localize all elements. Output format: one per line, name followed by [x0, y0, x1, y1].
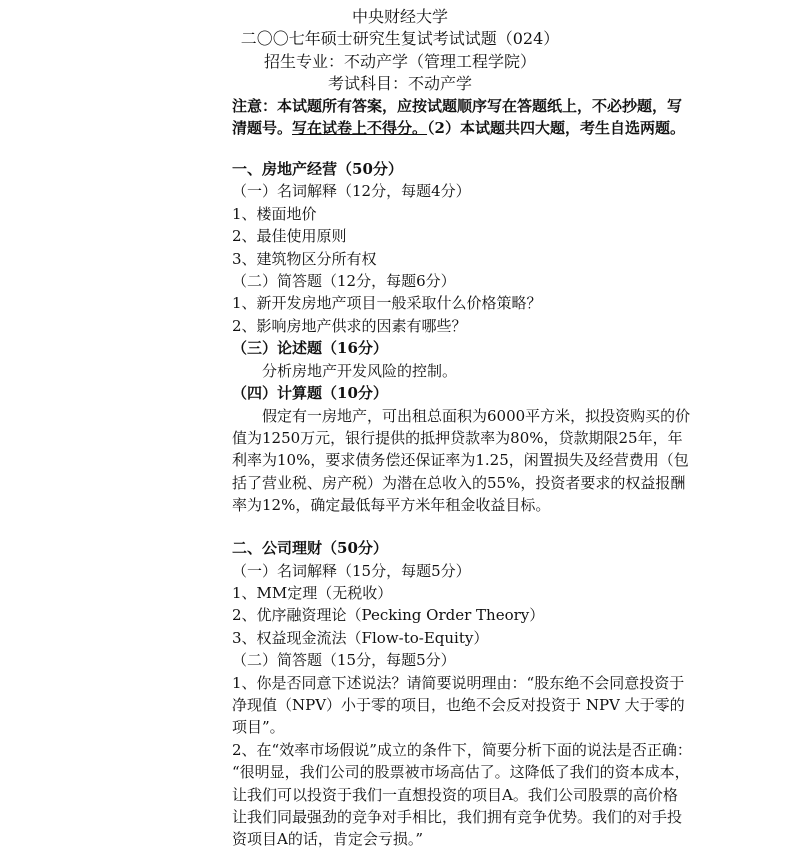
exam-title: 二〇〇七年硕士研究生复试考试试题（024） — [240, 29, 560, 49]
notice-part-c: （2）本试题共四大题，考生自选两题。 — [427, 119, 685, 138]
notice-part-a: 清题号。 — [232, 119, 293, 138]
subject-line: 考试科目：不动产学 — [327, 74, 472, 94]
short-question-2-line: 2、在“效率市场假说”成立的条件下，简要分析下面的说法是否正确： — [232, 740, 692, 759]
section1-title: 一、房地产经营（50分） — [232, 160, 403, 179]
short-question-2-line: 让我们可以投资于我们一直想投资的项目A。我们公司股票的高价格 — [232, 785, 678, 804]
university-name: 中央财经大学 — [351, 7, 448, 26]
notice-line-2 — [232, 119, 685, 137]
section1-part4-title: （四）计算题（10分） — [232, 384, 388, 403]
section1-part2-item: 1、新开发房地产项目一般采取什么价格策略？ — [232, 294, 542, 313]
section1-part1-item: 3、建筑物区分所有权 — [232, 249, 377, 268]
calc-question-line: 率为12%，确定最低每平方米年租金收益目标。 — [232, 496, 551, 515]
section2-part1-item: 2、优序融资理论（Pecking Order Theory） — [232, 606, 545, 625]
section1-part1-item: 1、楼面地价 — [232, 204, 317, 223]
short-question-1-line: 项目”。 — [232, 718, 285, 737]
section2-part1-item: 3、权益现金流法（Flow-to-Equity） — [232, 628, 489, 647]
section1-part3-title: （三）论述题（16分） — [232, 339, 388, 358]
short-question-2-line: “很明显，我们公司的股票被市场高估了。这降低了我们的资本成本， — [232, 763, 690, 782]
notice-line-1: 注意：本试题所有答案，应按试题顺序写在答题纸上，不必抄题，写 — [232, 96, 683, 115]
major-line: 招生专业：不动产学（管理工程学院） — [263, 51, 536, 71]
short-question-2-line: 资项目A的话，肯定会亏损。” — [232, 830, 424, 849]
section1-part2-title: （二）简答题（12分，每题6分） — [232, 272, 456, 291]
calc-question-line: 利率为10%，要求债务偿还保证率为1.25，闲置损失及经营费用（包 — [232, 451, 689, 470]
calc-question-line: 假定有一房地产，可出租总面积为6000平方米，拟投资购买的价 — [262, 406, 691, 425]
section2-part2-title: （二）简答题（15分，每题5分） — [232, 651, 456, 670]
section1-part1-title: （一）名词解释（12分，每题4分） — [232, 182, 471, 201]
section1-part3-text: 分析房地产开发风险的控制。 — [262, 361, 458, 380]
section1-part1-item: 2、最佳使用原则 — [232, 227, 347, 246]
short-question-2-line: 让我们同最强劲的竞争对手相比，我们拥有竞争优势。我们的对手投 — [232, 808, 683, 827]
section2-part1-title: （一）名词解释（15分，每题5分） — [232, 561, 471, 580]
section2-part1-item: 1、MM定理（无税收） — [232, 583, 393, 602]
section1-part2-item: 2、影响房地产供求的因素有哪些？ — [232, 316, 467, 335]
short-question-1-line: 净现值（NPV）小于零的项目，也绝不会反对投资于 NPV 大于零的 — [232, 695, 685, 714]
calc-question-line: 括了营业税、房产税）为潜在总收入的55%，投资者要求的权益报酬 — [232, 473, 686, 492]
short-question-1-line: 1、你是否同意下述说法？请简要说明理由：“股东绝不会同意投资于 — [232, 673, 685, 692]
calc-question-line: 值为1250万元，银行提供的抵押贷款率为80%，贷款期限25年，年 — [232, 428, 683, 447]
section2-title: 二、公司理财（50分） — [232, 539, 388, 558]
notice-part-b: 写在试卷上不得分。 — [292, 119, 428, 138]
